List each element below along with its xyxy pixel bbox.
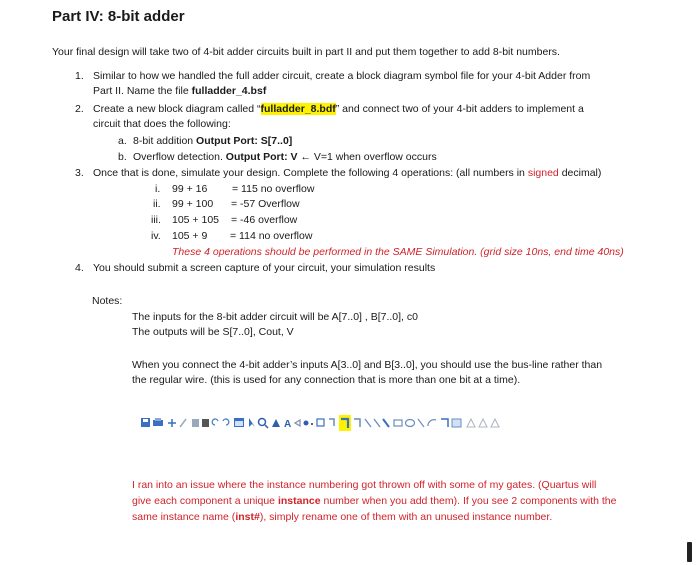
notes-label: Notes: xyxy=(92,295,123,307)
red-note-line-3: same instance name (inst#), simply rename one of them with an unused instance number. xyxy=(132,511,553,523)
diagonal-bus-icon xyxy=(383,419,389,427)
step-3-number: 3. xyxy=(75,167,84,179)
conduit-tool-icon xyxy=(354,419,360,427)
op-3-number: iii. xyxy=(151,214,161,226)
save-icon xyxy=(141,418,150,427)
window-icon xyxy=(234,418,244,427)
diagonal-node-icon xyxy=(374,419,380,427)
step-1-number: 1. xyxy=(75,70,84,82)
hand-icon xyxy=(272,419,280,427)
undo-icon xyxy=(212,419,218,425)
rectangle-icon xyxy=(394,420,402,426)
step-2-line-1: Create a new block diagram called “fulladder_8.bdf” and connect two of your 4-bit adders to implement a xyxy=(93,103,584,115)
symbol-tool-icon xyxy=(295,420,300,426)
orthogonal-node-icon xyxy=(329,419,334,426)
pin-tool-icon xyxy=(304,421,309,426)
toolbar-highlight xyxy=(339,415,351,431)
op-4-number: iv. xyxy=(151,230,161,242)
op-2-number: ii. xyxy=(153,198,161,210)
zoom-icon xyxy=(259,419,269,429)
note-outputs: The outputs will be S[7..0], Cout, V xyxy=(132,326,294,338)
step-4-number: 4. xyxy=(75,262,84,274)
op-2-expr: 99 + 100 xyxy=(172,198,214,210)
bdf-filename-highlight: fulladder_8.bdf xyxy=(260,103,336,115)
quartus-toolbar-screenshot xyxy=(138,415,626,431)
op-1-number: i. xyxy=(155,183,161,195)
red-note-line-2: give each component a unique instance number when you add them). If you see 2 components with the xyxy=(132,495,617,507)
substep-a-number: a. xyxy=(118,135,127,147)
dot-icon xyxy=(311,423,313,425)
arc-icon xyxy=(428,420,436,426)
ellipse-icon xyxy=(406,420,415,427)
rotate-icon xyxy=(491,419,499,427)
step-3-text: Once that is done, simulate your design. Complete the following 4 operations: (all numbers in signed decimal) xyxy=(93,167,602,179)
step-1-line-2: Part II. Name the file fulladder_4.bsf xyxy=(93,85,267,97)
substep-a-text: 8-bit addition Output Port: S[7..0] xyxy=(133,135,293,147)
red-note-line-1: I ran into an issue where the instance numbering got thrown off with some of my gates. (Quartus will xyxy=(132,479,597,491)
line-icon xyxy=(418,419,424,427)
toolbar-icons xyxy=(138,415,626,431)
substep-b-text: Overflow detection. Output Port: V ← V=1 when overflow occurs xyxy=(133,151,437,163)
op-3-result: = -46 overflow xyxy=(231,214,298,226)
text-tool-icon xyxy=(284,419,291,430)
op-4-expr: 105 + 9 xyxy=(172,230,208,242)
op-3-expr: 105 + 105 xyxy=(172,214,220,226)
redo-icon xyxy=(223,419,229,425)
simulation-note: These 4 operations should be performed in the SAME Simulation. (grid size 10ns, end time 40ns) xyxy=(172,246,624,258)
op-4-result: = 114 no overflow xyxy=(230,230,313,242)
rotate-right-icon xyxy=(479,419,487,427)
intro-text: Your final design will take two of 4-bit adder circuits built in part II and put them together to add 8-bit numbers. xyxy=(52,46,560,58)
substep-b-number: b. xyxy=(118,151,127,163)
flip-icon xyxy=(452,419,461,427)
signed-word: signed xyxy=(527,167,559,179)
move-icon xyxy=(168,419,176,427)
op-1-expr: 99 + 16 xyxy=(172,183,208,195)
svg-text:A: A xyxy=(284,419,292,430)
step-1-line-1: Similar to how we handled the full adder circuit, create a block diagram symbol file for your 4-bit Adder from xyxy=(93,70,591,82)
op-1-result: = 115 no overflow xyxy=(232,183,315,195)
step-4-text: You should submit a screen capture of your circuit, your simulation results xyxy=(93,262,436,274)
bsf-filename: fulladder_4.bsf xyxy=(191,85,267,97)
step-2-line-2: circuit that does the following: xyxy=(93,118,231,130)
partial-line-icon xyxy=(441,419,448,427)
page-title: Part IV: 8-bit adder xyxy=(52,8,185,25)
note-bus-line-2: the regular wire. (this is used for any connection that is more than one bit at a time). xyxy=(132,374,521,386)
pointer-icon xyxy=(249,418,255,427)
block-icon xyxy=(202,419,209,427)
rotate-left-icon xyxy=(467,419,475,427)
step-2-number: 2. xyxy=(75,103,84,115)
chip-icon xyxy=(192,419,199,427)
print-icon xyxy=(153,418,163,426)
text-cursor-bar xyxy=(687,542,692,562)
diagonal-line-icon xyxy=(365,419,371,427)
op-2-result: = -57 Overflow xyxy=(231,198,300,210)
note-inputs: The inputs for the 8-bit adder circuit will be A[7..0] , B[7..0], c0 xyxy=(132,311,418,323)
rect-select-icon xyxy=(317,419,324,426)
note-bus-line-1: When you connect the 4-bit adder’s inputs A[3..0] and B[3..0], you should use the bus-line rather than xyxy=(132,359,603,371)
pin-icon xyxy=(180,419,186,427)
